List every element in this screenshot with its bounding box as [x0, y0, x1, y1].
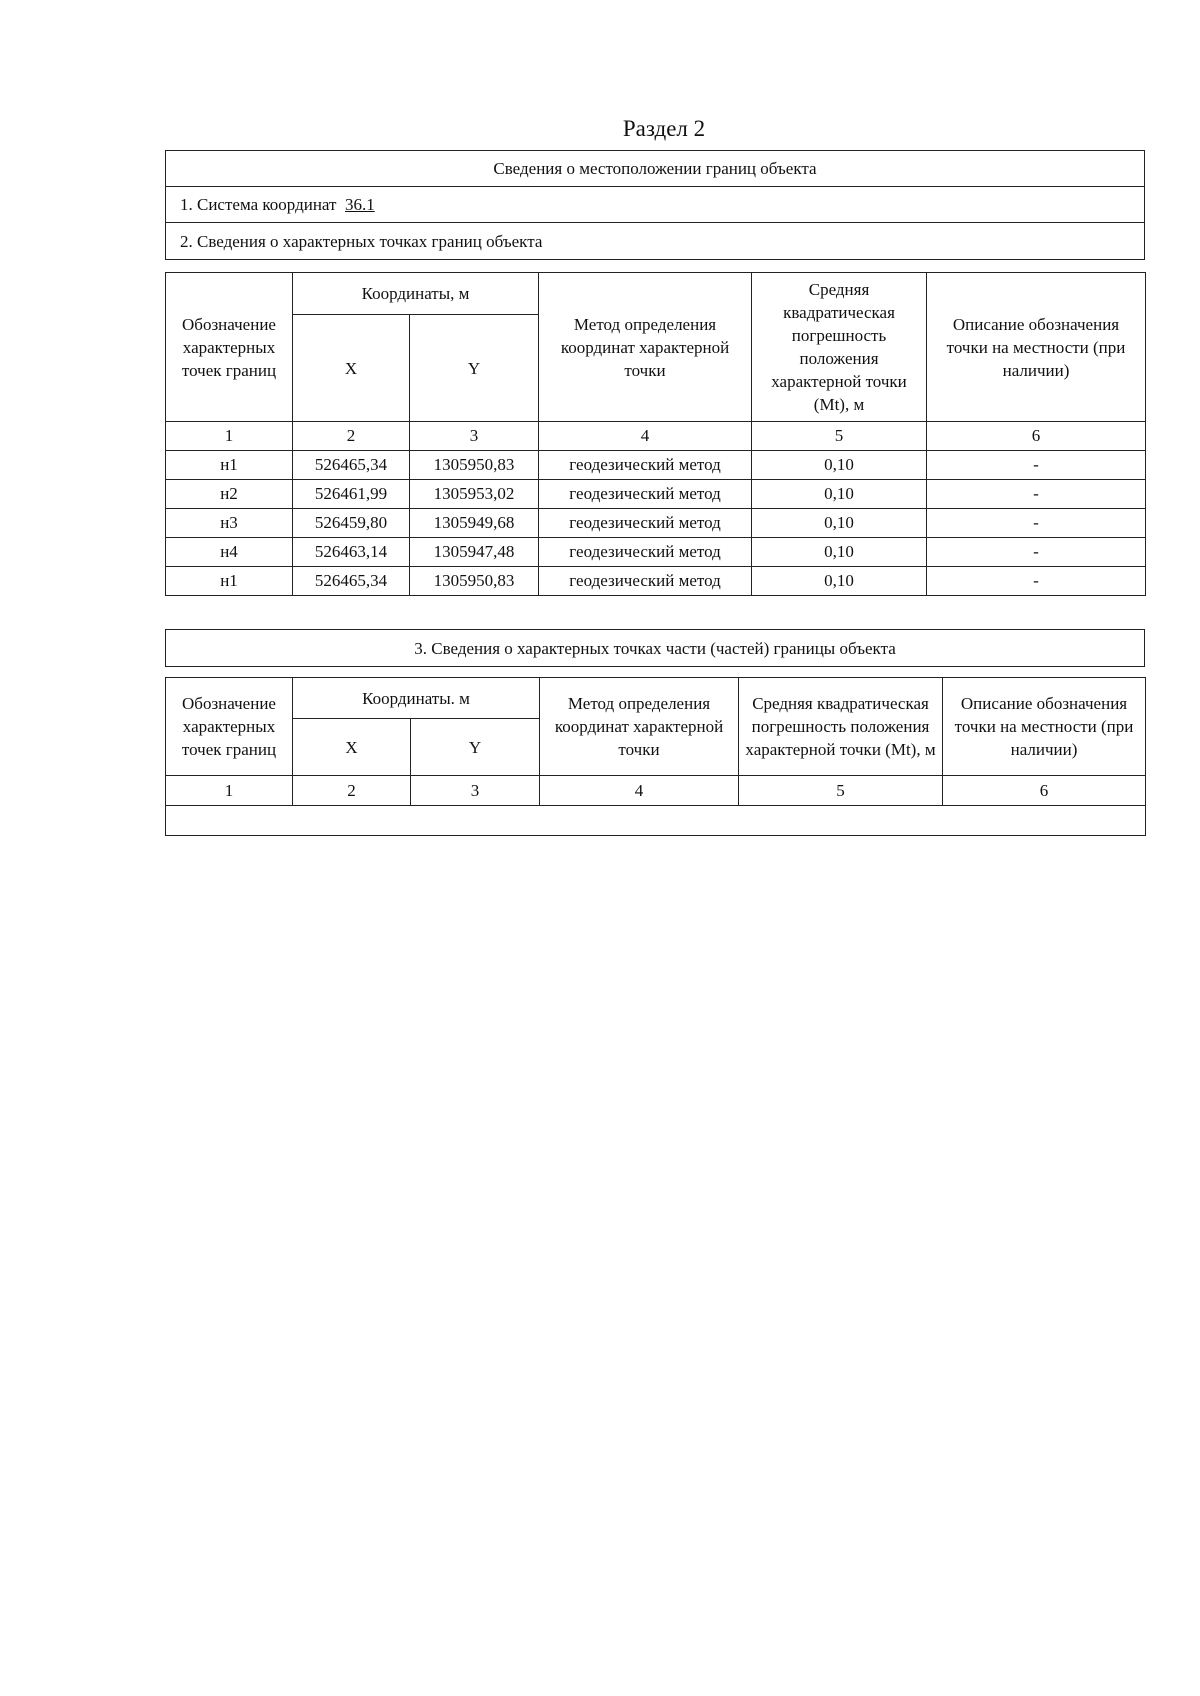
part-header-x: X	[293, 719, 411, 776]
point-name: н1	[166, 567, 293, 596]
header-coordinates: Координаты, м	[293, 273, 539, 315]
empty-cell	[166, 806, 1146, 836]
point-method: геодезический метод	[539, 509, 752, 538]
column-numbers-row	[166, 422, 1146, 451]
column-number: 1	[166, 776, 293, 806]
table-row	[166, 567, 1146, 596]
part-header-coordinates: Координаты. м	[293, 678, 540, 719]
point-y: 1305949,68	[410, 509, 539, 538]
point-description: -	[927, 538, 1146, 567]
point-x: 526459,80	[293, 509, 410, 538]
point-y: 1305950,83	[410, 567, 539, 596]
column-number: 3	[411, 776, 540, 806]
point-y: 1305953,02	[410, 480, 539, 509]
point-method: геодезический метод	[539, 480, 752, 509]
point-error: 0,10	[752, 451, 927, 480]
point-method: геодезический метод	[539, 451, 752, 480]
point-x: 526461,99	[293, 480, 410, 509]
point-description: -	[927, 509, 1146, 538]
point-name: н1	[166, 451, 293, 480]
header-y: Y	[410, 315, 539, 422]
point-name: н3	[166, 509, 293, 538]
point-description: -	[927, 567, 1146, 596]
point-name: н4	[166, 538, 293, 567]
table-row	[166, 509, 1146, 538]
point-y: 1305950,83	[410, 451, 539, 480]
header-description: Описание обозначения точки на местности (при наличии)	[927, 273, 1146, 422]
header-x: X	[293, 315, 410, 422]
table-row	[166, 480, 1146, 509]
column-number: 6	[927, 422, 1146, 451]
column-number: 5	[752, 422, 927, 451]
empty-row	[166, 806, 1146, 836]
coordinate-system-value: 36.1	[344, 195, 375, 214]
point-y: 1305947,48	[410, 538, 539, 567]
section-title: Раздел 2	[622, 116, 706, 141]
point-description: -	[927, 480, 1146, 509]
header-method: Метод определения координат характерной точки	[539, 273, 752, 422]
table-row	[166, 538, 1146, 567]
boundaries-heading: Сведения о местоположении границ объекта	[166, 151, 1145, 187]
column-number: 3	[410, 422, 539, 451]
point-error: 0,10	[752, 480, 927, 509]
column-number: 4	[540, 776, 739, 806]
part-header-y: Y	[411, 719, 540, 776]
coordinate-system-label: 1. Система координат	[180, 195, 337, 214]
point-error: 0,10	[752, 538, 927, 567]
column-number: 5	[739, 776, 943, 806]
point-method: геодезический метод	[539, 567, 752, 596]
point-description: -	[927, 451, 1146, 480]
column-number: 1	[166, 422, 293, 451]
point-x: 526463,14	[293, 538, 410, 567]
header-error: Средняя квадратическая погрешность положения характерной точки (Mt), м	[752, 273, 927, 422]
point-x: 526465,34	[293, 451, 410, 480]
column-number: 4	[539, 422, 752, 451]
coordinate-system-cell	[166, 187, 1145, 223]
table-row	[166, 451, 1146, 480]
point-method: геодезический метод	[539, 538, 752, 567]
point-name: н2	[166, 480, 293, 509]
point-error: 0,10	[752, 509, 927, 538]
part-points-table	[165, 677, 1146, 836]
column-number: 6	[943, 776, 1146, 806]
point-error: 0,10	[752, 567, 927, 596]
part-points-heading-table	[165, 629, 1145, 667]
part-points-heading: 3. Сведения о характерных точках части (частей) границы объекта	[166, 630, 1145, 667]
part-header-designation: Обозначение характерных точек границ	[166, 678, 293, 776]
part-header-error: Средняя квадратическая погрешность положения характерной точки (Mt), м	[739, 678, 943, 776]
object-boundaries-info-table	[165, 150, 1145, 260]
part-header-description: Описание обозначения точки на местности (при наличии)	[943, 678, 1146, 776]
point-x: 526465,34	[293, 567, 410, 596]
points-heading: 2. Сведения о характерных точках границ объекта	[166, 223, 1145, 260]
column-number: 2	[293, 776, 411, 806]
part-header-method: Метод определения координат характерной точки	[540, 678, 739, 776]
part-column-numbers-row	[166, 776, 1146, 806]
boundary-points-table	[165, 272, 1146, 596]
header-designation: Обозначение характерных точек границ	[166, 273, 293, 422]
column-number: 2	[293, 422, 410, 451]
